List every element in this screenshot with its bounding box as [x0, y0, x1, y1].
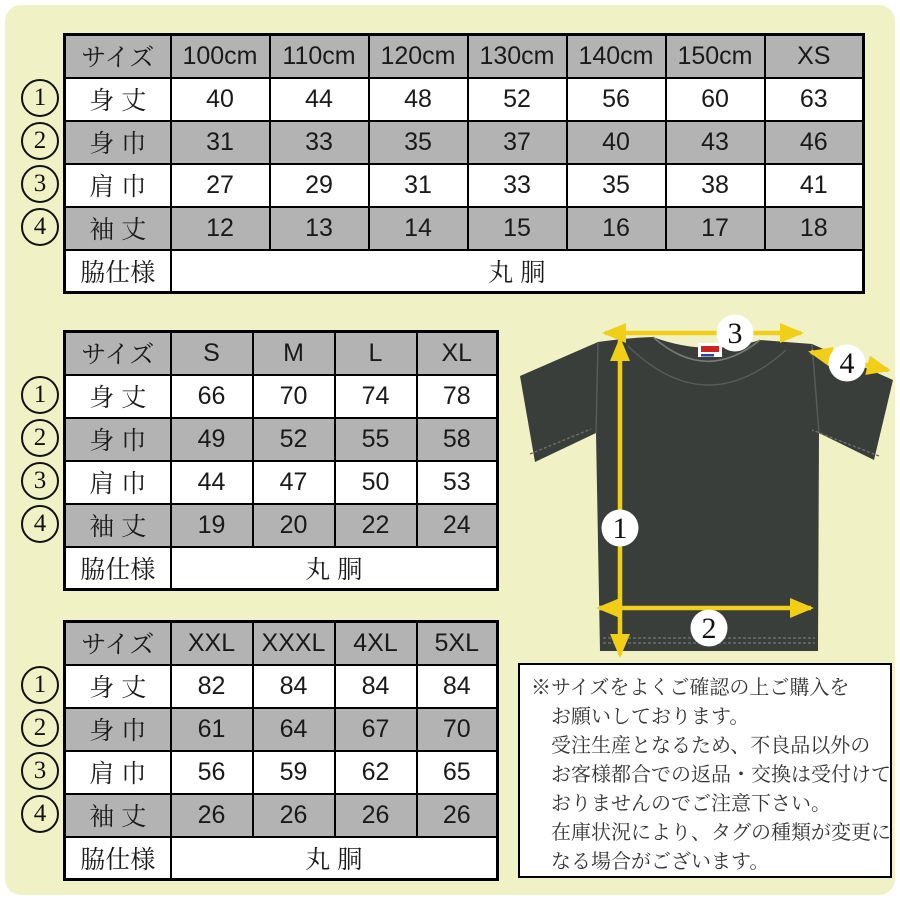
- value-cell: 12: [171, 207, 270, 250]
- size-table-adult: [63, 330, 499, 591]
- measurement-row: [65, 751, 498, 794]
- value-cell: 18: [765, 207, 864, 250]
- value-cell: 84: [417, 665, 498, 708]
- value-cell: 26: [335, 794, 417, 837]
- value-cell: 44: [270, 78, 369, 121]
- header-cell: 130cm: [468, 35, 567, 78]
- value-cell: 37: [468, 121, 567, 164]
- notice-line: お客様都合での返品・交換は受付けて: [551, 764, 891, 786]
- measurement-row: [65, 665, 498, 708]
- value-cell: 16: [567, 207, 666, 250]
- row-label: 肩 巾: [65, 164, 171, 207]
- value-cell: 31: [171, 121, 270, 164]
- header-cell: サイズ: [65, 35, 171, 78]
- value-cell: 26: [253, 794, 335, 837]
- value-cell: 59: [253, 751, 335, 794]
- header-cell: サイズ: [65, 622, 171, 665]
- measurement-row: [65, 121, 864, 164]
- notice-line: 受注生産となるため、不良品以外の: [551, 735, 871, 757]
- value-cell: 49: [171, 418, 253, 461]
- value-cell: 62: [335, 751, 417, 794]
- header-cell: XL: [417, 332, 498, 375]
- header-cell: 150cm: [666, 35, 765, 78]
- measurement-row: [65, 207, 864, 250]
- row-label: 脇仕様: [65, 837, 171, 880]
- value-cell: 24: [417, 504, 498, 547]
- value-cell: 55: [335, 418, 417, 461]
- measurement-row: [65, 164, 864, 207]
- value-cell: 17: [666, 207, 765, 250]
- row-label: 袖 丈: [65, 207, 171, 250]
- header-cell: XS: [765, 35, 864, 78]
- measurement-row: [65, 375, 498, 418]
- notice-line: なる場合がございます。: [551, 851, 770, 873]
- value-cell: 61: [171, 708, 253, 751]
- value-cell: 67: [335, 708, 417, 751]
- circled-number-3: 3: [21, 462, 59, 500]
- header-cell: サイズ: [65, 332, 171, 375]
- header-cell: M: [253, 332, 335, 375]
- row-label: 身 巾: [65, 121, 171, 164]
- row-label: 肩 巾: [65, 461, 171, 504]
- value-cell: 38: [666, 164, 765, 207]
- value-cell: 56: [171, 751, 253, 794]
- row-number-column: [21, 376, 59, 543]
- value-cell: 29: [270, 164, 369, 207]
- tshirt-diagram: [506, 310, 900, 662]
- value-cell: 64: [253, 708, 335, 751]
- value-cell: 46: [765, 121, 864, 164]
- measurement-row: [65, 78, 864, 121]
- value-cell: 40: [567, 121, 666, 164]
- value-cell: 63: [765, 78, 864, 121]
- size-table-kids: [63, 33, 865, 294]
- value-cell: 22: [335, 504, 417, 547]
- row-label: 身 巾: [65, 708, 171, 751]
- row-label: 袖 丈: [65, 794, 171, 837]
- value-cell: 26: [417, 794, 498, 837]
- value-cell: 58: [417, 418, 498, 461]
- side-spec-row: [65, 547, 498, 590]
- value-cell: 44: [171, 461, 253, 504]
- circled-number-4: 4: [21, 208, 59, 246]
- row-label: 身 丈: [65, 78, 171, 121]
- circled-number-4: 4: [21, 505, 59, 543]
- header-cell: 4XL: [335, 622, 417, 665]
- diagram-marker-2: 2: [701, 612, 717, 645]
- purchase-notice-box: [518, 663, 892, 878]
- value-cell: 66: [171, 375, 253, 418]
- table-header-row: [65, 622, 498, 665]
- size-table-big: [63, 620, 499, 881]
- circled-number-2: 2: [21, 122, 59, 160]
- side-spec-row: [65, 250, 864, 293]
- value-cell: 14: [369, 207, 468, 250]
- value-cell: 78: [417, 375, 498, 418]
- value-cell: 27: [171, 164, 270, 207]
- value-cell: 60: [666, 78, 765, 121]
- value-cell: 47: [253, 461, 335, 504]
- circled-number-4: 4: [21, 795, 59, 833]
- header-cell: 140cm: [567, 35, 666, 78]
- measurement-row: [65, 418, 498, 461]
- value-cell: 53: [417, 461, 498, 504]
- notice-line: お願いしております。: [551, 706, 750, 728]
- value-cell: 13: [270, 207, 369, 250]
- circled-number-2: 2: [21, 709, 59, 747]
- value-cell: 33: [468, 164, 567, 207]
- row-label: 肩 巾: [65, 751, 171, 794]
- circled-number-1: 1: [21, 376, 59, 414]
- value-cell: 48: [369, 78, 468, 121]
- value-cell: 70: [253, 375, 335, 418]
- measurement-row: [65, 504, 498, 547]
- value-cell: 43: [666, 121, 765, 164]
- value-cell: 82: [171, 665, 253, 708]
- value-cell: 50: [335, 461, 417, 504]
- side-spec-value: 丸 胴: [171, 250, 864, 293]
- value-cell: 41: [765, 164, 864, 207]
- value-cell: 84: [335, 665, 417, 708]
- notice-line: 在庫状況により、タグの種類が変更に: [551, 822, 891, 844]
- value-cell: 74: [335, 375, 417, 418]
- header-cell: XXXL: [253, 622, 335, 665]
- table-header-row: [65, 332, 498, 375]
- diagram-marker-1: 1: [612, 512, 628, 545]
- circled-number-1: 1: [21, 79, 59, 117]
- side-spec-row: [65, 837, 498, 880]
- measurement-row: [65, 461, 498, 504]
- circled-number-3: 3: [21, 752, 59, 790]
- diagram-marker-3: 3: [727, 317, 743, 350]
- measurement-row: [65, 708, 498, 751]
- header-cell: S: [171, 332, 253, 375]
- row-label: 身 巾: [65, 418, 171, 461]
- circled-number-1: 1: [21, 666, 59, 704]
- brand-tag-icon: [698, 343, 722, 357]
- header-cell: L: [335, 332, 417, 375]
- value-cell: 70: [417, 708, 498, 751]
- row-number-column: [21, 79, 59, 246]
- row-number-column: [21, 666, 59, 833]
- row-label: 脇仕様: [65, 547, 171, 590]
- value-cell: 26: [171, 794, 253, 837]
- value-cell: 40: [171, 78, 270, 121]
- side-spec-value: 丸 胴: [171, 547, 498, 590]
- measurement-row: [65, 794, 498, 837]
- value-cell: 20: [253, 504, 335, 547]
- row-label: 身 丈: [65, 375, 171, 418]
- circled-number-2: 2: [21, 419, 59, 457]
- row-label: 身 丈: [65, 665, 171, 708]
- header-cell: 110cm: [270, 35, 369, 78]
- header-cell: XXL: [171, 622, 253, 665]
- value-cell: 31: [369, 164, 468, 207]
- header-cell: 100cm: [171, 35, 270, 78]
- value-cell: 65: [417, 751, 498, 794]
- header-cell: 5XL: [417, 622, 498, 665]
- value-cell: 35: [369, 121, 468, 164]
- header-cell: 120cm: [369, 35, 468, 78]
- value-cell: 56: [567, 78, 666, 121]
- value-cell: 84: [253, 665, 335, 708]
- notice-line: ※サイズをよくご確認の上ご購入を: [531, 677, 850, 699]
- value-cell: 52: [468, 78, 567, 121]
- tshirt-shape: [520, 337, 893, 651]
- value-cell: 35: [567, 164, 666, 207]
- row-label: 袖 丈: [65, 504, 171, 547]
- value-cell: 52: [253, 418, 335, 461]
- table-header-row: [65, 35, 864, 78]
- value-cell: 15: [468, 207, 567, 250]
- circled-number-3: 3: [21, 165, 59, 203]
- value-cell: 19: [171, 504, 253, 547]
- side-spec-value: 丸 胴: [171, 837, 498, 880]
- diagram-marker-4: 4: [839, 347, 855, 380]
- notice-line: おりませんのでご注意下さい。: [551, 793, 831, 815]
- value-cell: 33: [270, 121, 369, 164]
- row-label: 脇仕様: [65, 250, 171, 293]
